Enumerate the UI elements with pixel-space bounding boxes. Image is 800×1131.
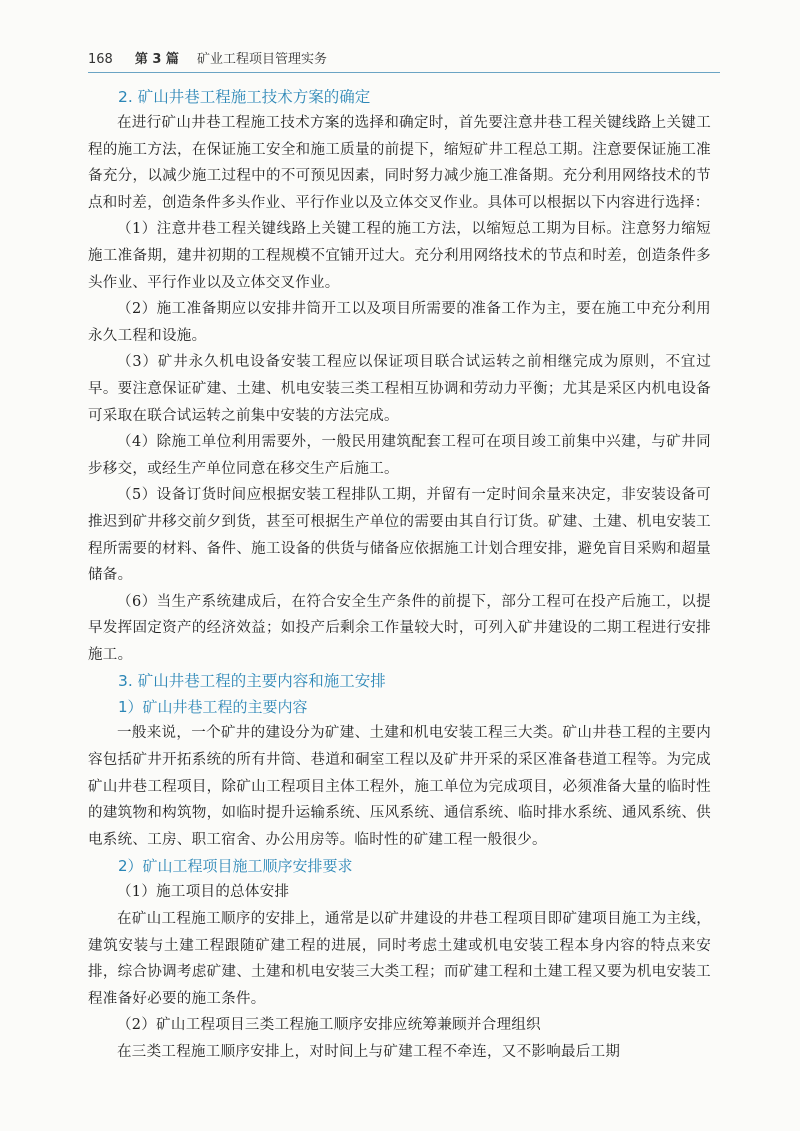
paragraph-5: （4）除施工单位利用需要外，一般民用建筑配套工程可在项目竣工前集中兴建，与矿井同步移交，或经生产单位同意在移交生产后施工。 [88, 434, 711, 477]
paragraph-14: （2）矿山工程项目三类工程施工顺序安排应统筹兼顾并合理组织 [117, 1017, 541, 1034]
paragraph-13: 在矿山工程施工顺序的安排上，通常是以矿井建设的井巷工程项目即矿建项目施工为主线，建筑安装与土建工程跟随矿建工程的进展，同时考虑土建或机电安装工程本身内容的特点来安排，综合协调考虑矿建、土建和机电安装三大类工程；而矿建工程和土建工程又要为机电安装工程准备好必要的施工条件。 [88, 911, 711, 1007]
paragraph-12: （1）施工项目的总体安排 [117, 884, 290, 901]
section-heading-0: 2. 矿山井巷工程施工技术方案的确定 [118, 88, 371, 106]
paragraph-6: （5）设备订货时间应根据安装工程排队工期，并留有一定时间余量来决定，非安装设备可推迟到矿井移交前夕到货，甚至可根据生产单位的需要由其自行订货。矿建、土建、机电安装工程所需要的材料、备件、施工设备的供货与储备应依据施工计划合理安排，避免盲目采购和超量储备。 [88, 487, 711, 584]
paragraph-15: 在三类工程施工顺序安排上，对时间上与矿建工程不牵连，又不影响最后工期 [117, 1044, 621, 1060]
page-number: 168 [88, 52, 113, 67]
part-label: 第 3 篇 [134, 52, 179, 67]
paragraph-4: （3）矿井永久机电设备安装工程应以保证项目联合试运转之前相继完成为原则，不宜过早。要注意保证矿建、土建、机电安装三类工程相互协调和劳动力平衡；尤其是采区内机电设备可采取在联合试运转之前集中安装的方法完成。 [88, 354, 711, 424]
paragraph-1: 在进行矿山井巷工程施工技术方案的选择和确定时，首先要注意井巷工程关键线路上关键工程的施工方法，在保证施工安全和施工质量的前提下，缩短矿井工程总工期。注意要保证施工准备充分，以减少施工过程中的不可预见因素，同时努力减少施工准备期。充分利用网络技术的节点和时差，创造条件多头作业、平行作业以及立体交叉作业。具体可以根据以下内容进行选择： [88, 115, 711, 211]
book-title: 矿业工程项目管理实务 [196, 52, 327, 67]
paragraph-10: 一般来说，一个矿井的建设分为矿建、土建和机电安装工程三大类。矿山井巷工程的主要内容包括矿井开拓系统的所有井筒、巷道和硐室工程以及矿井开采的采区准备巷道工程等。为完成矿山井巷工程项目，除矿山工程项目主体工程外，施工单位为完成项目，必须准备大量的临时性的建筑物和构筑物，如临时提升运输系统、压风系统、通信系统、临时排水系统、通风系统、供电系统、工房、职工宿舍、办公用房等。临时性的矿建工程一般很少。 [88, 725, 711, 848]
paragraph-3: （2）施工准备期应以安排井筒开工以及项目所需要的准备工作为主，要在施工中充分利用永久工程和设施。 [88, 301, 711, 344]
paragraph-7: （6）当生产系统建成后，在符合安全生产条件的前提下，部分工程可在投产后施工，以提早发挥固定资产的经济效益；如投产后剩余工作量较大时，可列入矿井建设的二期工程进行安排施工。 [88, 593, 711, 663]
paragraph-2: （1）注意井巷工程关键线路上关键工程的施工方法，以缩短总工期为目标。注意努力缩短施工准备期，建井初期的工程规模不宜铺开过大。充分利用网络技术的节点和时差，创造条件多头作业、平行作业以及立体交叉作业。 [88, 221, 711, 291]
subsection-heading-11: 2）矿山工程项目施工顺序安排要求 [118, 857, 353, 876]
header-rule [88, 72, 720, 73]
page-body [88, 84, 711, 1066]
section-heading-8: 3. 矿山井巷工程的主要内容和施工安排 [118, 672, 386, 691]
subsection-heading-9: 1）矿山井巷工程的主要内容 [118, 698, 308, 717]
page-header [88, 48, 728, 67]
